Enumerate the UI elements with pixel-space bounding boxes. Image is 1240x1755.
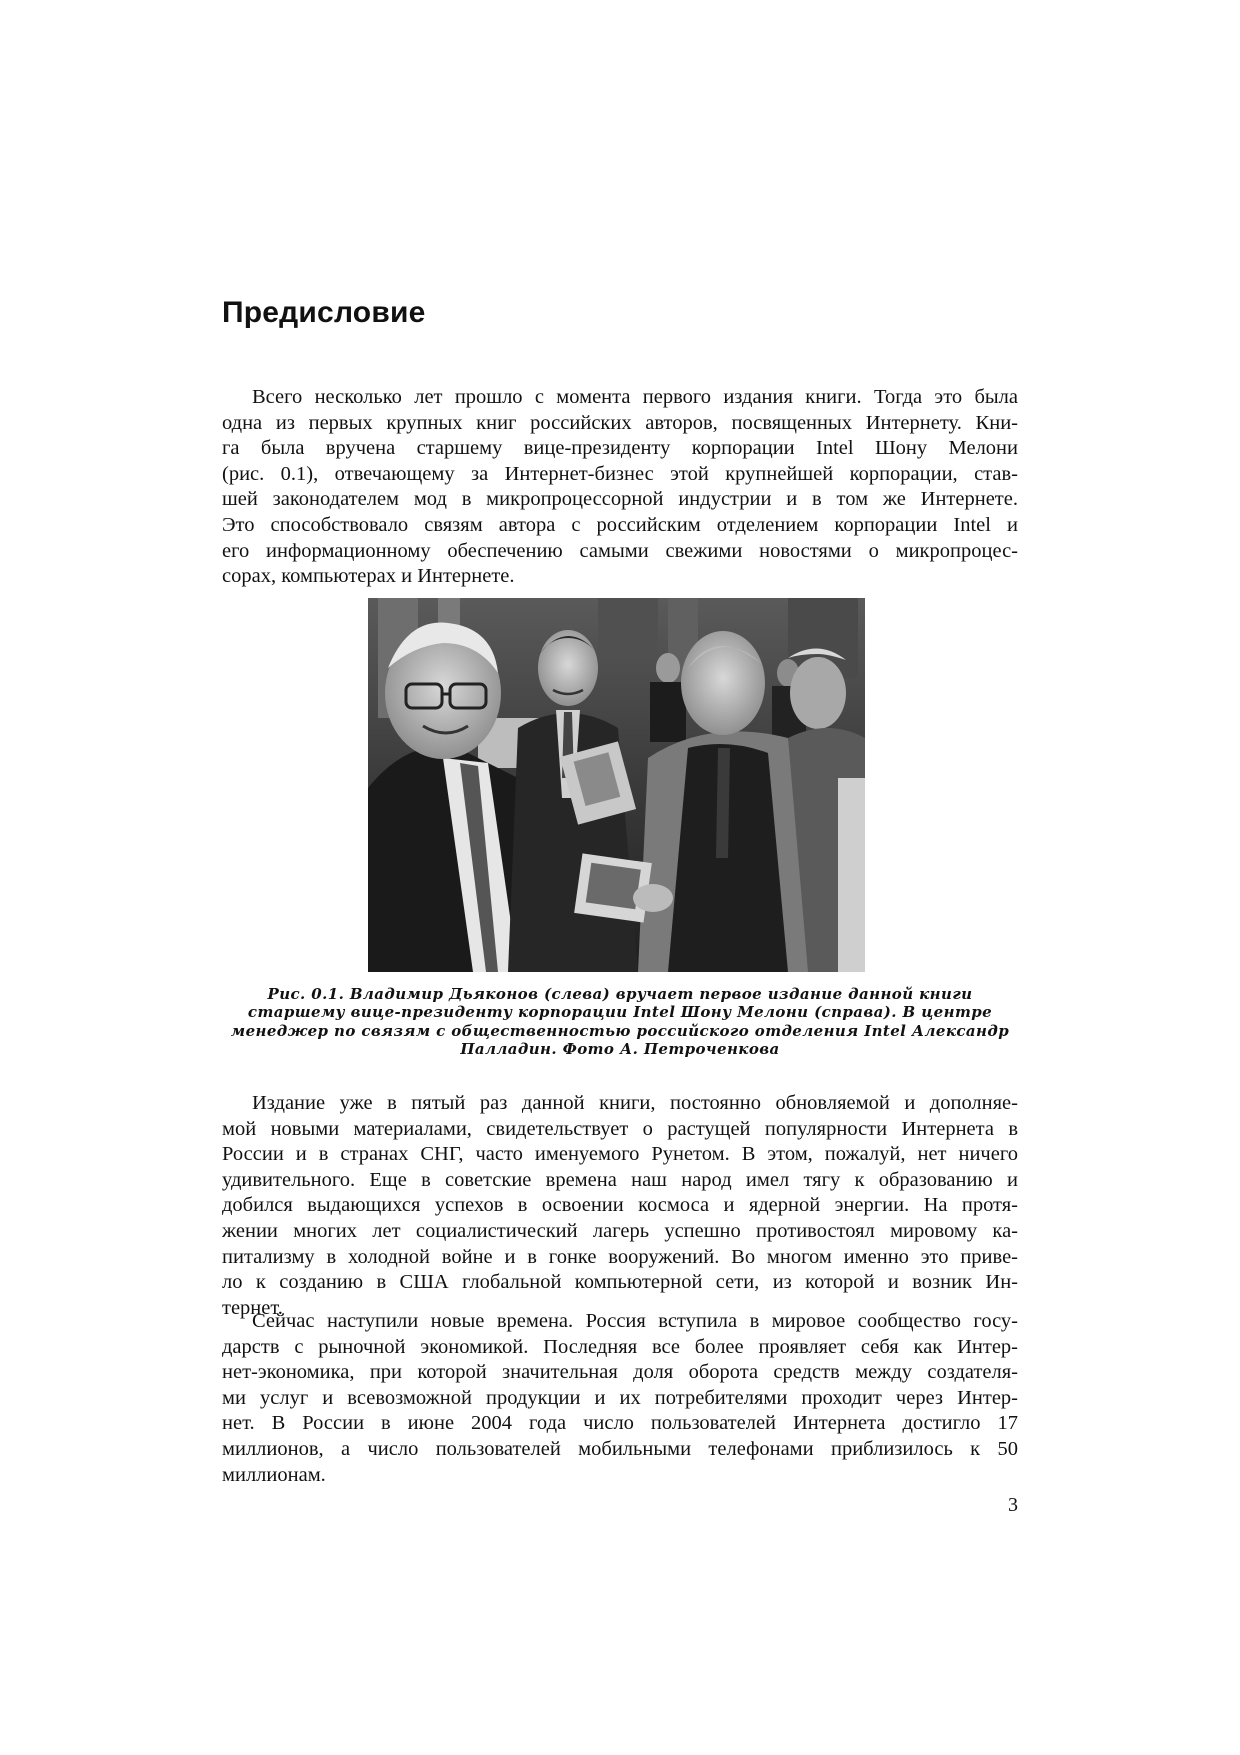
text-line: тернет. bbox=[222, 1296, 283, 1319]
text-line: питализму в холодной войне и в гонке вооружений. Во многом именно это приве- bbox=[222, 1245, 1018, 1268]
text-line: Издание уже в пятый раз данной книги, постоянно обновляемой и дополняе- bbox=[252, 1092, 1018, 1114]
text-line: одна из первых крупных книг российских авторов, посвященных Интернету. Кни- bbox=[222, 411, 1018, 434]
text-line: шей законодателем мод в микропроцессорной индустрии и в том же Интернете. bbox=[222, 488, 1018, 511]
text-line: миллионам. bbox=[222, 1463, 326, 1486]
caption-line: Рис. 0.1. Владимир Дьяконов (слева) вручает первое издание данной книги bbox=[267, 985, 973, 1003]
text-line: добился выдающихся успехов в освоении космоса и ядерной энергии. На протя- bbox=[222, 1194, 1018, 1217]
caption-line: старшему вице-президенту корпорации Intel Шону Мелони (справа). В центре bbox=[247, 1003, 993, 1022]
text-line: (рис. 0.1), отвечающему за Интернет-бизнес этой крупнейшей корпорации, став- bbox=[222, 462, 1018, 485]
text-line: России и в странах СНГ, часто именуемого Рунетом. В этом, пожалуй, нет ничего bbox=[222, 1143, 1018, 1166]
text-line: га была вручена старшему вице-президенту корпорации Intel Шону Мелони bbox=[222, 437, 1018, 460]
caption-line: Палладин. Фото А. Петроченкова bbox=[460, 1040, 780, 1059]
figure-caption bbox=[222, 985, 1018, 1059]
paragraph-1 bbox=[222, 385, 1018, 590]
text-line: Всего несколько лет прошло с момента первого издания книги. Тогда это была bbox=[252, 386, 1018, 408]
caption-line: менеджер по связям с общественностью российского отделения Intel Александр bbox=[230, 1021, 1010, 1040]
text-line: ло к созданию в США глобальной компьютерной сети, из которой и возник Ин- bbox=[222, 1271, 1018, 1294]
text-line: Это способствовало связям автора с российским отделением корпорации Intel и bbox=[222, 513, 1018, 536]
text-line: его информационному обеспечению самыми свежими новостями о микропроцес- bbox=[222, 539, 1018, 562]
text-line: жении многих лет социалистический лагерь успешно противостоял мировому ка- bbox=[222, 1219, 1018, 1242]
photo-illustration bbox=[368, 598, 865, 972]
text-line: удивительного. Еще в советские времена наш народ имел тягу к образованию и bbox=[222, 1168, 1018, 1191]
figure-photo bbox=[368, 598, 865, 972]
page-title: Предисловие bbox=[222, 296, 426, 329]
text-line: нет-экономика, при которой значительная доля оборота средств между создателя- bbox=[222, 1361, 1018, 1384]
text-line: мой новыми материалами, свидетельствует о растущей популярности Интернета в bbox=[222, 1117, 1018, 1140]
text-line: сорах, компьютерах и Интернете. bbox=[222, 565, 515, 588]
paragraph-3 bbox=[222, 1309, 1018, 1488]
text-line: дарств с рыночной экономикой. Последняя все более проявляет себя как Интер- bbox=[222, 1335, 1018, 1358]
text-line: нет. В России в июне 2004 года число пользователей Интернета достигло 17 bbox=[222, 1412, 1018, 1435]
text-line: Сейчас наступили новые времена. Россия вступила в мировое сообщество госу- bbox=[252, 1310, 1018, 1332]
paragraph-2 bbox=[222, 1091, 1018, 1321]
text-line: ми услуг и всевозможной продукции и их потребителями проходит через Интер- bbox=[222, 1386, 1018, 1409]
text-line: миллионов, а число пользователей мобильными телефонами приблизилось к 50 bbox=[222, 1437, 1018, 1460]
page-number: 3 bbox=[1008, 1494, 1018, 1516]
